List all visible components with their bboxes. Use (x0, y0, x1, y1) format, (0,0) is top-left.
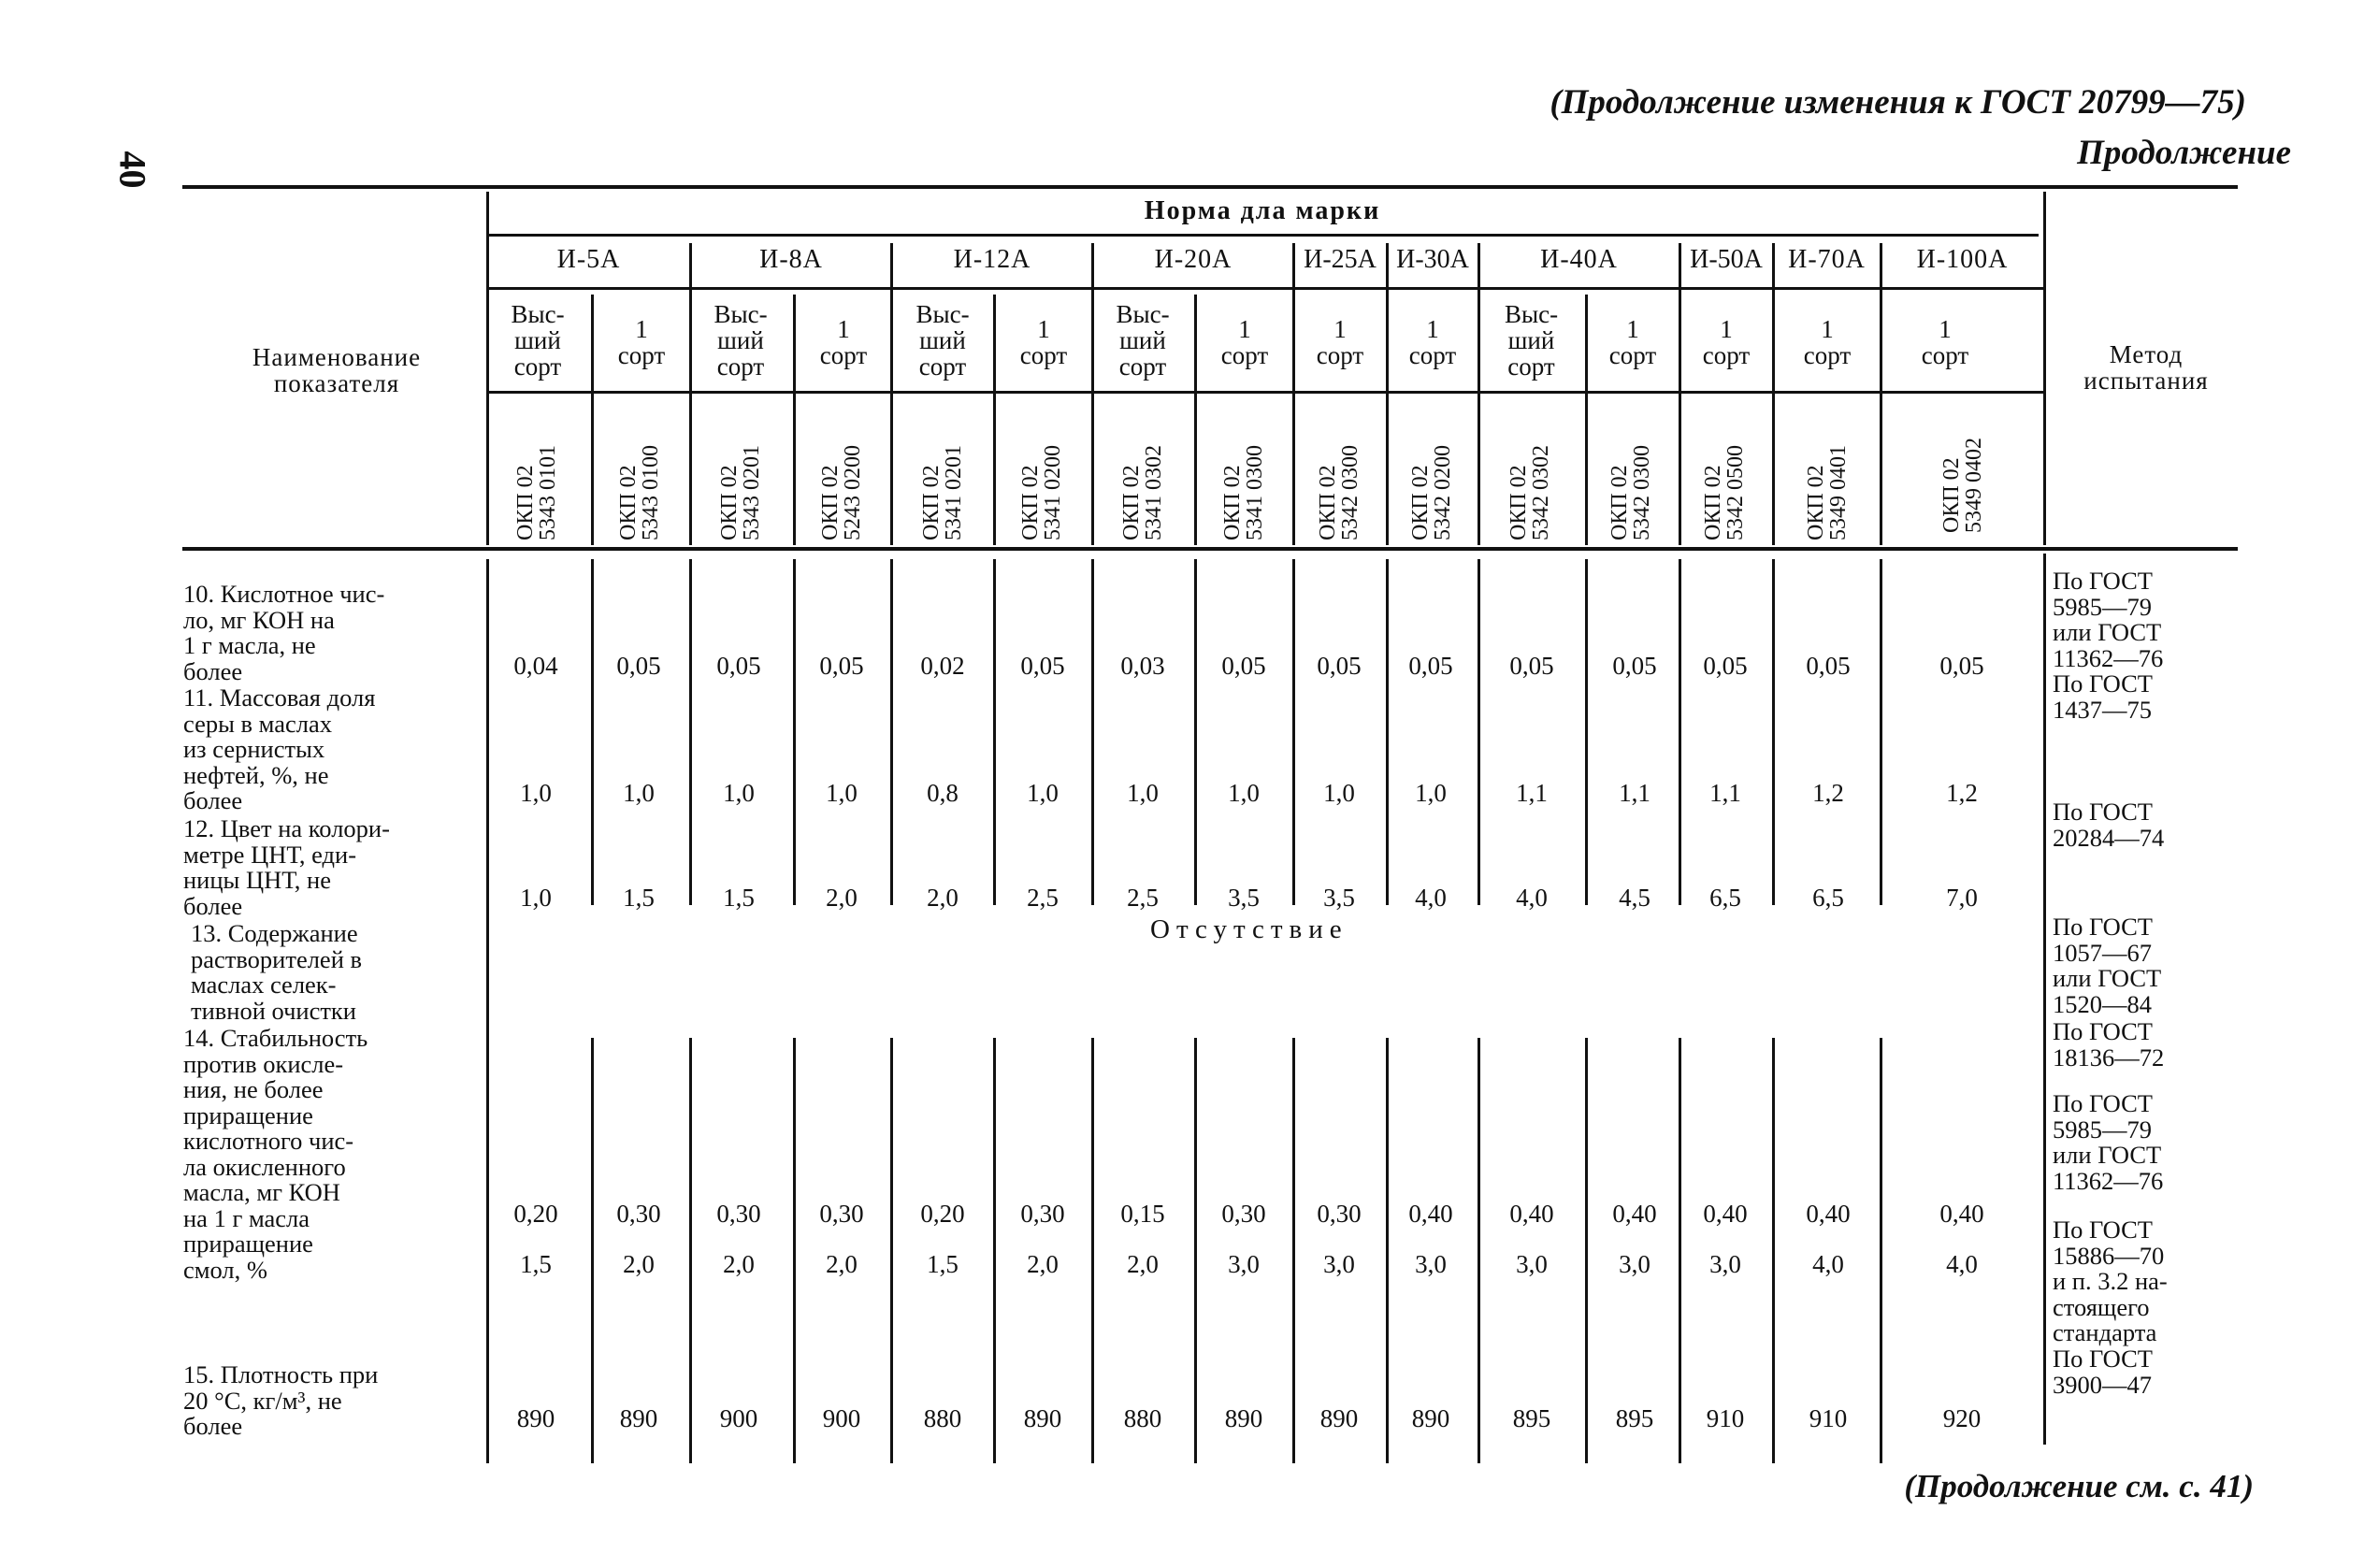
value-cell-row-14-acid: 0,20 (920, 1200, 965, 1228)
value-cell-row-10: 0,05 (1020, 652, 1065, 680)
method-row-14b: По ГОСТ 5985—79 или ГОСТ 11362—76 (2053, 1089, 2164, 1195)
row-name-13: 13. Содержание растворителей в маслах селек- тивной очистки (191, 919, 363, 1025)
grade-i40a: И-40А (1540, 245, 1618, 274)
value-cell-row-14-resin: 3,0 (1619, 1250, 1650, 1278)
subgrade-label: Выс- ший сорт (1116, 300, 1170, 381)
value-cell-row-15: 900 (719, 1404, 758, 1432)
okp-code: ОКП 02 5349 0401 (1804, 445, 1851, 540)
grade-divider (1478, 243, 1480, 545)
body-column-divider (591, 559, 594, 905)
norm-header-rule (488, 234, 2039, 237)
value-cell-row-11: 0,8 (927, 779, 959, 807)
value-cell-row-14-resin: 1,5 (520, 1250, 552, 1278)
subgrade-label: Выс- ший сорт (714, 300, 768, 381)
value-cell-row-15: 890 (516, 1404, 555, 1432)
value-cell-row-12: 4,0 (1516, 884, 1548, 912)
okp-code: ОКП 02 5342 0200 (1408, 445, 1455, 540)
grade-divider (1292, 243, 1295, 545)
okp-code: ОКП 02 5342 0300 (1607, 445, 1654, 540)
value-cell-row-14-resin: 2,0 (723, 1250, 755, 1278)
grade-i25a: И-25А (1304, 245, 1377, 274)
value-cell-row-15: 890 (1023, 1404, 1062, 1432)
value-cell-row-12: 6,5 (1812, 884, 1844, 912)
value-cell-row-15: 920 (1942, 1404, 1982, 1432)
method-row-14a: По ГОСТ 18136—72 (2053, 1017, 2165, 1072)
subgrade-divider (1194, 295, 1197, 545)
value-cell-row-15: 910 (1809, 1404, 1848, 1432)
value-cell-row-12: 2,0 (826, 884, 858, 912)
value-cell-row-15: 895 (1615, 1404, 1654, 1432)
value-cell-row-15: 900 (822, 1404, 861, 1432)
absent-label: Отсутствие (1150, 914, 1348, 944)
value-cell-row-10: 0,05 (819, 652, 864, 680)
value-cell-row-11: 1,0 (623, 779, 655, 807)
value-cell-row-12: 6,5 (1709, 884, 1741, 912)
row-name-12: 12. Цвет на колори- метре ЦНТ, еди- ницы ЦНТ, не более (183, 814, 390, 920)
footer-continued: (Продолжение см. с. 41) (1904, 1468, 2254, 1504)
value-cell-row-14-acid: 0,40 (1806, 1200, 1851, 1228)
grade-i70a: И-70А (1788, 245, 1866, 274)
okp-code: ОКП 02 5341 0200 (1018, 445, 1065, 540)
body-column-divider (1194, 559, 1197, 905)
value-cell-row-14-resin: 1,5 (927, 1250, 959, 1278)
value-cell-row-11: 1,2 (1812, 779, 1844, 807)
value-cell-row-11: 1,0 (1228, 779, 1260, 807)
grade-divider (1679, 243, 1681, 545)
method-row-14c: По ГОСТ 15886—70 и п. 3.2 на- стоящего стандарта (2053, 1216, 2168, 1346)
value-cell-row-10: 0,05 (1612, 652, 1657, 680)
subgrade-label: 1 сорт (1408, 315, 1457, 369)
grade-i8a: И-8А (759, 245, 823, 274)
method-row-11: По ГОСТ 1437—75 (2053, 669, 2153, 724)
value-cell-row-12: 2,0 (927, 884, 959, 912)
method-row-13: По ГОСТ 1057—67 или ГОСТ 1520—84 (2053, 913, 2162, 1018)
value-cell-row-14-resin: 3,0 (1415, 1250, 1447, 1278)
okp-code: ОКП 02 5342 0302 (1506, 445, 1553, 540)
value-cell-row-11: 1,0 (826, 779, 858, 807)
grade-divider (890, 243, 893, 545)
okp-code: ОКП 02 5243 0200 (818, 445, 865, 540)
okp-code: ОКП 02 5343 0201 (717, 445, 764, 540)
value-cell-row-15: 895 (1512, 1404, 1551, 1432)
body-column-divider (1478, 559, 1480, 905)
value-cell-row-14-acid: 0,30 (819, 1200, 864, 1228)
method-col-divider (2043, 554, 2046, 1445)
subgrade-divider (993, 295, 996, 545)
value-cell-row-14-acid: 0,40 (1939, 1200, 1984, 1228)
value-cell-row-10: 0,05 (1703, 652, 1748, 680)
value-cell-row-11: 1,1 (1619, 779, 1650, 807)
grade-divider (1880, 243, 1882, 545)
value-cell-row-11: 1,0 (520, 779, 552, 807)
header-subtitle: Продолжение (2077, 134, 2291, 172)
value-cell-row-14-resin: 3,0 (1228, 1250, 1260, 1278)
method-header: Метод испытания (2083, 340, 2209, 395)
grade-divider (1772, 243, 1775, 545)
value-cell-row-11: 1,0 (723, 779, 755, 807)
value-cell-row-12: 3,5 (1323, 884, 1355, 912)
value-cell-row-15: 880 (1123, 1404, 1162, 1432)
grade-i20a: И-20А (1154, 245, 1232, 274)
subgrade-label: 1 сорт (1220, 315, 1269, 369)
value-cell-row-12: 1,0 (520, 884, 552, 912)
subgrade-label: 1 сорт (1608, 315, 1657, 369)
subgrade-label: Выс- ший сорт (511, 300, 565, 381)
value-cell-row-12: 2,5 (1127, 884, 1159, 912)
value-cell-row-10: 0,05 (1317, 652, 1362, 680)
subgrade-label: Выс- ший сорт (1504, 300, 1559, 381)
value-cell-row-14-resin: 3,0 (1709, 1250, 1741, 1278)
value-cell-row-10: 0,04 (513, 652, 558, 680)
method-row-15: По ГОСТ 3900—47 (2053, 1345, 2153, 1399)
subgrade-rule (488, 391, 2043, 394)
value-cell-row-14-resin: 2,0 (826, 1250, 858, 1278)
grade-i100a: И-100А (1916, 245, 2009, 274)
value-cell-row-14-acid: 0,30 (1317, 1200, 1362, 1228)
value-cell-row-11: 1,2 (1946, 779, 1978, 807)
value-cell-row-15: 880 (923, 1404, 962, 1432)
grade-i12a: И-12А (953, 245, 1031, 274)
table-top-rule (182, 185, 2238, 189)
body-column-divider (1386, 559, 1389, 905)
value-cell-row-12: 3,5 (1228, 884, 1260, 912)
subgrade-label: Выс- ший сорт (915, 300, 970, 381)
okp-code: ОКП 02 5342 0300 (1316, 445, 1362, 540)
value-cell-row-14-resin: 2,0 (1027, 1250, 1059, 1278)
value-cell-row-12: 4,0 (1415, 884, 1447, 912)
value-cell-row-12: 1,5 (723, 884, 755, 912)
okp-code: ОКП 02 5343 0100 (616, 445, 663, 540)
row-name-10: 10. Кислотное чис- ло, мг КОН на 1 г масла, не более (183, 580, 385, 685)
value-cell-row-10: 0,05 (1806, 652, 1851, 680)
value-cell-row-10: 0,05 (616, 652, 661, 680)
grade-rule (488, 287, 2043, 290)
body-column-divider (689, 559, 692, 905)
value-cell-row-14-resin: 3,0 (1516, 1250, 1548, 1278)
body-column-divider (793, 559, 796, 905)
row-name-14: 14. Стабильность против окисле- ния, не более приращение кислотного чис- ла окисленного масла, мг КОН на 1 г масла приращение смол, % (183, 1024, 368, 1284)
name-header: Наименование показателя (252, 343, 422, 397)
value-cell-row-14-acid: 0,30 (616, 1200, 661, 1228)
subgrade-label: 1 сорт (1921, 315, 1969, 369)
subgrade-label: 1 сорт (1803, 315, 1852, 369)
value-cell-row-15: 890 (1224, 1404, 1263, 1432)
subgrade-divider (591, 295, 594, 545)
okp-code: ОКП 02 5341 0302 (1119, 445, 1166, 540)
subgrade-label: 1 сорт (819, 315, 868, 369)
value-cell-row-11: 1,0 (1323, 779, 1355, 807)
okp-code: ОКП 02 5349 0402 (1939, 438, 1986, 533)
method-row-10: По ГОСТ 5985—79 или ГОСТ 11362—76 (2053, 567, 2164, 672)
value-cell-row-12: 1,5 (623, 884, 655, 912)
row-name-15: 15. Плотность при 20 °С, кг/м³, не более (183, 1360, 379, 1440)
norm-header: Норма дла марки (1144, 196, 1381, 225)
value-cell-row-11: 1,1 (1516, 779, 1548, 807)
value-cell-row-10: 0,05 (1939, 652, 1984, 680)
body-column-divider (1772, 559, 1775, 905)
method-row-12: По ГОСТ 20284—74 (2053, 798, 2165, 852)
value-cell-row-14-resin: 4,0 (1812, 1250, 1844, 1278)
grade-i50a: И-50А (1690, 245, 1763, 274)
value-cell-row-10: 0,02 (920, 652, 965, 680)
page-number: 40 (111, 151, 154, 189)
header-bottom-rule (182, 547, 2238, 551)
method-col-divider (2043, 192, 2046, 545)
body-column-divider (1091, 559, 1094, 905)
row-name-11: 11. Массовая доля серы в маслах из сернистых нефтей, %, не более (183, 683, 376, 814)
value-cell-row-14-acid: 0,20 (513, 1200, 558, 1228)
value-cell-row-14-resin: 2,0 (623, 1250, 655, 1278)
value-cell-row-14-resin: 2,0 (1127, 1250, 1159, 1278)
value-cell-row-14-acid: 0,30 (716, 1200, 761, 1228)
body-column-divider (1880, 559, 1882, 905)
body-column-divider (1585, 559, 1588, 905)
subgrade-label: 1 сорт (617, 315, 666, 369)
value-cell-row-14-acid: 0,15 (1120, 1200, 1165, 1228)
value-cell-row-15: 890 (1411, 1404, 1450, 1432)
body-column-divider (890, 559, 893, 905)
grade-i5a: И-5А (556, 245, 621, 274)
value-cell-row-11: 1,1 (1709, 779, 1741, 807)
okp-code: ОКП 02 5341 0300 (1220, 445, 1267, 540)
value-cell-row-12: 7,0 (1946, 884, 1978, 912)
value-cell-row-10: 0,05 (1408, 652, 1453, 680)
value-cell-row-14-acid: 0,40 (1612, 1200, 1657, 1228)
value-cell-row-11: 1,0 (1415, 779, 1447, 807)
value-cell-row-14-acid: 0,40 (1509, 1200, 1554, 1228)
value-cell-row-11: 1,0 (1027, 779, 1059, 807)
value-cell-row-10: 0,03 (1120, 652, 1165, 680)
grade-divider (1386, 243, 1389, 545)
body-column-divider (1292, 559, 1295, 905)
body-column-divider (993, 559, 996, 905)
value-cell-row-11: 1,0 (1127, 779, 1159, 807)
value-cell-row-10: 0,05 (716, 652, 761, 680)
okp-code: ОКП 02 5341 0201 (919, 445, 966, 540)
value-cell-row-14-acid: 0,40 (1703, 1200, 1748, 1228)
value-cell-row-12: 4,5 (1619, 884, 1650, 912)
okp-code: ОКП 02 5343 0101 (513, 445, 560, 540)
value-cell-row-12: 2,5 (1027, 884, 1059, 912)
subgrade-label: 1 сорт (1316, 315, 1364, 369)
subgrade-divider (793, 295, 796, 545)
body-column-divider (1679, 559, 1681, 905)
value-cell-row-10: 0,05 (1509, 652, 1554, 680)
subgrade-label: 1 сорт (1702, 315, 1751, 369)
value-cell-row-15: 890 (619, 1404, 658, 1432)
subgrade-label: 1 сорт (1019, 315, 1068, 369)
grade-divider (1091, 243, 1094, 545)
value-cell-row-15: 890 (1319, 1404, 1359, 1432)
value-cell-row-10: 0,05 (1221, 652, 1266, 680)
body-column-divider (1880, 1038, 1882, 1463)
value-cell-row-14-resin: 3,0 (1323, 1250, 1355, 1278)
value-cell-row-14-acid: 0,30 (1221, 1200, 1266, 1228)
value-cell-row-14-acid: 0,30 (1020, 1200, 1065, 1228)
header-title: (Продолжение изменения к ГОСТ 20799—75) (1550, 83, 2246, 122)
value-cell-row-14-resin: 4,0 (1946, 1250, 1978, 1278)
grade-i30a: И-30А (1396, 245, 1469, 274)
grade-divider (689, 243, 692, 545)
value-cell-row-15: 910 (1706, 1404, 1745, 1432)
okp-code: ОКП 02 5342 0500 (1701, 445, 1748, 540)
value-cell-row-14-acid: 0,40 (1408, 1200, 1453, 1228)
